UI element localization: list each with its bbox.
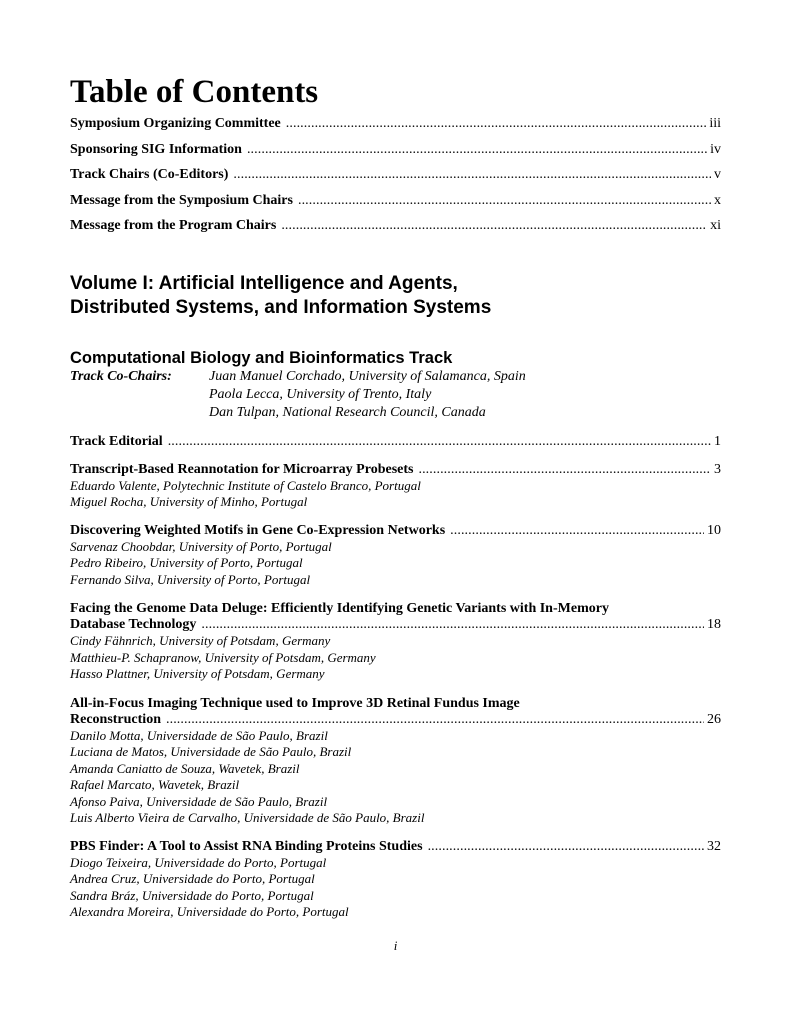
author-list [70,478,721,511]
author: Andrea Cruz, Universidade do Porto, Portugal [70,871,315,886]
toc-entry[interactable] [70,712,721,728]
author-list [70,633,721,683]
paper-entry [70,695,721,827]
co-chair: Paola Lecca, University of Trento, Italy [209,386,432,402]
toc-entry[interactable] [70,839,721,855]
author: Danilo Motta, Universidade de São Paulo, Brazil [70,727,328,743]
paper-title: PBS Finder: A Tool to Assist RNA Binding Proteins Studies [70,838,423,854]
author: Sarvenaz Choobdar, University of Porto, Portugal [70,538,332,554]
paper-entry [70,600,721,683]
entry-title: Sponsoring SIG Information [70,141,242,157]
toc-entry[interactable] [70,193,721,219]
toc-entry[interactable] [70,434,721,450]
paper-title: Database Technology [70,617,197,632]
toc-entry[interactable] [70,142,721,168]
entry-page: iii [709,116,721,131]
paper-entry [70,462,721,511]
author-list [70,855,721,921]
author-list [70,539,721,589]
dot-leader [281,218,707,234]
author: Fernando Silva, University of Porto, Portugal [70,571,311,587]
entry-title: Message from the Program Chairs [70,218,277,233]
author: Miguel Rocha, University of Minho, Portugal [70,494,308,509]
paper-entry [70,523,721,589]
toc-entry[interactable] [70,523,721,539]
paper-title: Reconstruction [70,711,161,727]
entry-page: 18 [707,617,721,632]
co-chair: Dan Tulpan, National Research Council, Canada [209,404,486,420]
toc-entry[interactable] [70,617,721,633]
toc-entry[interactable] [70,116,721,142]
dot-leader [298,193,711,209]
entry-page: 10 [707,522,721,538]
entry-title: Track Editorial [70,433,163,449]
page-number: i [393,938,398,953]
dot-leader [286,116,707,132]
author: Sandra Bráz, Universidade do Porto, Portugal [70,887,314,903]
entry-page: v [714,167,721,182]
co-chairs-list [209,368,526,422]
entry-title: Track Chairs (Co-Editors) [70,167,229,182]
entry-page: xi [710,218,721,233]
author-list [70,728,721,827]
volume-title-line: Distributed Systems, and Information Systems [70,296,492,318]
co-chairs-label: Track Co-Chairs: [70,368,172,384]
volume-title-line: Volume I: Artificial Intelligence and Agents, [70,272,458,294]
track-heading: Computational Biology and Bioinformatics Track [70,348,453,367]
author: Rafael Marcato, Wavetek, Brazil [70,777,240,792]
author: Eduardo Valente, Polytechnic Institute of Castelo Branco, Portugal [70,477,421,493]
entry-page: 3 [714,461,721,477]
author: Pedro Ribeiro, University of Porto, Portugal [70,555,303,570]
dot-leader [168,434,711,450]
paper-title: Transcript-Based Reannotation for Microarray Probesets [70,461,414,477]
dot-leader [450,523,704,539]
author: Luis Alberto Vieira de Carvalho, Universidade de São Paulo, Brazil [70,810,425,825]
dot-leader [166,712,704,728]
entry-page: 26 [707,711,721,727]
entry-title: Message from the Symposium Chairs [70,192,293,208]
track-co-chairs [70,368,721,422]
front-matter-list [70,116,721,244]
dot-leader [201,617,704,633]
entry-page: 1 [714,433,721,449]
paper-title-line[interactable]: All-in-Focus Imaging Technique used to Improve 3D Retinal Fundus Image [70,695,520,711]
paper-title: Discovering Weighted Motifs in Gene Co-Expression Networks [70,522,446,538]
author: Afonso Paiva, Universidade de São Paulo, Brazil [70,793,328,809]
dot-leader [247,142,707,158]
entry-title: Symposium Organizing Committee [70,116,281,131]
entry-page: x [714,192,721,208]
toc-entry-editorial[interactable] [70,434,721,450]
dot-leader [233,167,711,183]
author: Diogo Teixeira, Universidade do Porto, Portugal [70,854,327,870]
toc-entry[interactable] [70,462,721,478]
dot-leader [418,462,711,478]
page-title: Table of Contents [70,74,319,110]
author: Luciana de Matos, Universidade de São Paulo, Brazil [70,744,352,759]
author: Matthieu-P. Schapranow, University of Potsdam, Germany [70,649,376,665]
toc-entry[interactable] [70,218,721,244]
entry-page: iv [710,141,721,157]
paper-title-line[interactable]: Facing the Genome Data Deluge: Efficiently Identifying Genetic Variants with In-Memory [70,601,609,616]
toc-entry[interactable] [70,167,721,193]
entry-page: 32 [707,838,721,854]
author: Alexandra Moreira, Universidade do Porto, Portugal [70,904,349,919]
dot-leader [428,839,704,855]
author: Hasso Plattner, University of Potsdam, Germany [70,666,325,681]
paper-entry [70,839,721,921]
author: Cindy Fähnrich, University of Potsdam, Germany [70,633,331,648]
co-chair: Juan Manuel Corchado, University of Salamanca, Spain [209,368,526,384]
author: Amanda Caniatto de Souza, Wavetek, Brazil [70,760,300,776]
volume-heading [70,272,721,320]
